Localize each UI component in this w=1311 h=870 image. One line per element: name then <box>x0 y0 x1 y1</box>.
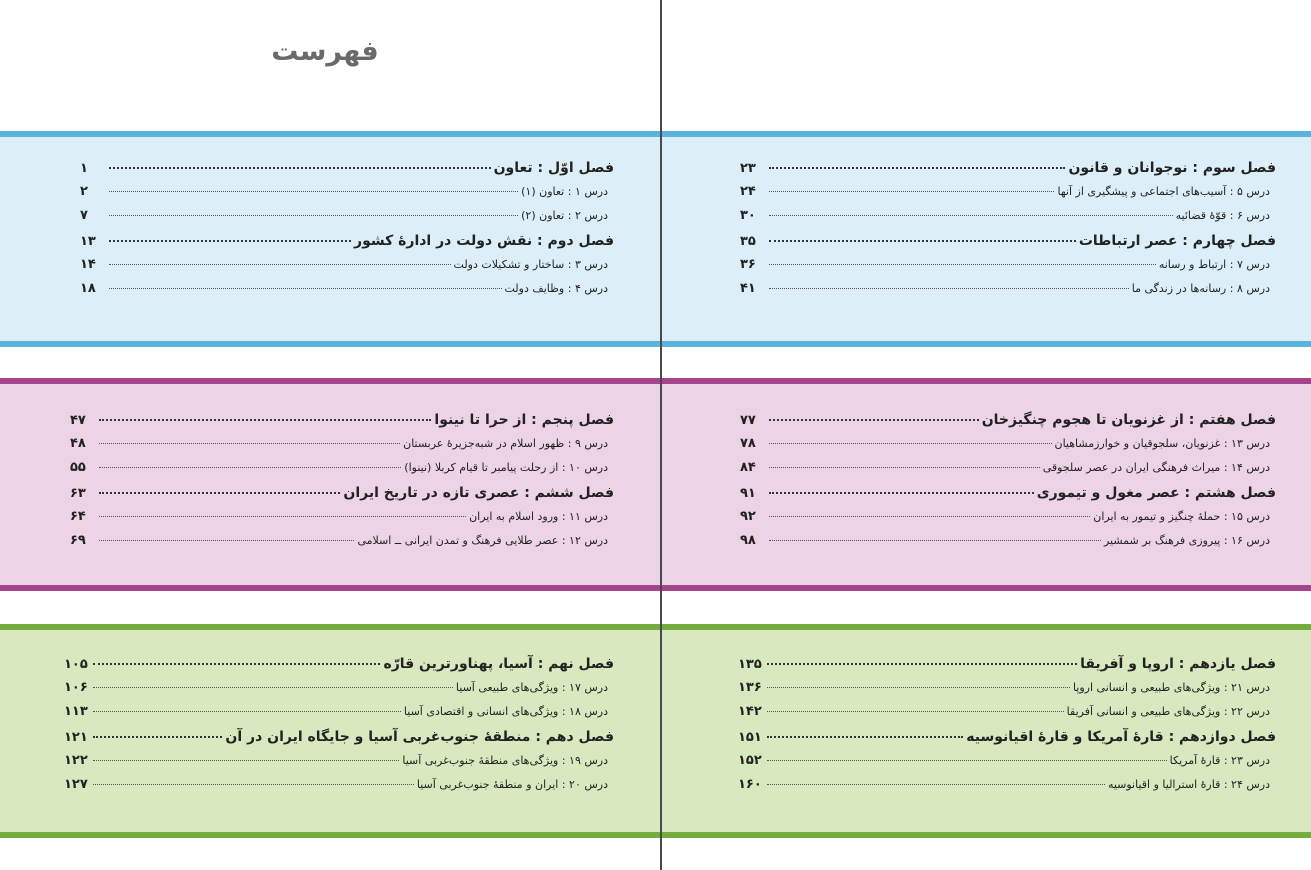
entry-page-number: ۱۳۶ <box>738 680 762 696</box>
entry-title: فصل دهم : منطقهٔ جنوب‌غربی آسیا و جایگاه ایران در آن <box>225 728 614 745</box>
entry-page-number: ۵۵ <box>70 460 86 476</box>
entry-title: درس ۲۴ : قارهٔ استرالیا و اقیانوسیه <box>1107 777 1270 791</box>
entry-page-number: ۶۴ <box>70 508 86 524</box>
entry-page-number: ۱۲۱ <box>64 729 88 745</box>
entry-page-number: ۹۲ <box>740 508 756 524</box>
entry-page-number: ۹۸ <box>740 532 756 548</box>
dot-leader <box>769 456 1040 468</box>
entry-page-number: ۱۸ <box>80 280 96 296</box>
entry-title: درس ۱۷ : ویژگی‌های طبیعی آسیا <box>455 681 608 695</box>
entry-title: فصل دوازدهم : قارهٔ آمریکا و قارهٔ اقیانوسیه <box>966 728 1276 745</box>
dot-leader <box>767 649 1077 665</box>
entry-title: فصل اوّل : تعاون <box>493 160 614 176</box>
dot-leader <box>769 153 1065 169</box>
entry-title: درس ۱۳ : غزنویان، سلجوقیان و خوارزمشاهیان <box>1054 437 1270 451</box>
toc-left-green <box>64 652 614 797</box>
entry-page-number: ۱۶۰ <box>738 776 762 792</box>
toc-chapter-entry <box>70 408 614 432</box>
entry-title: درس ۳ : ساختار و تشکیلات دولت <box>453 257 608 271</box>
dot-leader <box>767 749 1167 761</box>
toc-chapter-entry <box>740 229 1276 253</box>
entry-title: درس ۹ : ظهور اسلام در شبه‌جزیرهٔ عربستان <box>403 437 608 451</box>
dot-leader <box>767 773 1105 785</box>
dot-leader <box>109 277 502 289</box>
dot-leader <box>767 700 1064 712</box>
dot-leader <box>769 432 1052 444</box>
entry-page-number: ۱۵۲ <box>738 752 762 768</box>
toc-left-pink <box>70 408 614 553</box>
entry-title: درس ۲۰ : ایران و منطقهٔ جنوب‌غربی آسیا <box>416 777 608 791</box>
entry-page-number: ۱۳۵ <box>738 657 762 672</box>
entry-page-number: ۹۱ <box>740 485 756 501</box>
toc-lesson-entry <box>738 749 1276 773</box>
entry-page-number: ۱۴۲ <box>738 704 762 720</box>
pink-bottom-rule <box>0 585 1311 591</box>
entry-page-number: ۶۳ <box>70 485 86 501</box>
entry-title: فصل دوم : نقش دولت در ادارهٔ کشور <box>354 232 614 249</box>
toc-right-blue <box>740 156 1276 301</box>
entry-page-number: ۷ <box>80 208 88 224</box>
entry-title: درس ۶ : قوّهٔ قضائیه <box>1175 209 1270 223</box>
dot-leader <box>93 700 401 712</box>
dot-leader <box>109 153 491 169</box>
entry-page-number: ۱۰۶ <box>64 680 88 696</box>
toc-lesson-entry <box>80 253 614 277</box>
dot-leader <box>93 676 453 688</box>
toc-chapter-entry <box>64 725 614 749</box>
entry-title: درس ۱۴ : میراث فرهنگی ایران در عصر سلجوقی <box>1042 461 1270 475</box>
entry-page-number: ۴۷ <box>70 413 86 428</box>
toc-left-blue <box>80 156 614 301</box>
dot-leader <box>93 773 414 785</box>
entry-title: درس ۱۸ : ویژگی‌های انسانی و اقتصادی آسیا <box>403 705 608 719</box>
entry-page-number: ۱۳ <box>80 233 96 249</box>
dot-leader <box>99 505 466 517</box>
toc-lesson-entry <box>740 277 1276 301</box>
entry-title: درس ۱۵ : حملهٔ چنگیز و تیمور به ایران <box>1093 509 1270 523</box>
toc-lesson-entry <box>64 773 614 797</box>
entry-page-number: ۷۷ <box>740 413 756 428</box>
toc-chapter-entry <box>738 652 1276 676</box>
entry-title: درس ۱۰ : از رحلت پیامبر تا قیام کربلا (نینوا) <box>404 461 608 475</box>
entry-title: درس ۸ : رسانه‌ها در زندگی ما <box>1131 281 1270 295</box>
entry-title: فصل هفتم : از غزنویان تا هجوم چنگیزخان <box>981 412 1276 428</box>
dot-leader <box>93 649 380 665</box>
entry-title: درس ۵ : آسیب‌های اجتماعی و پیشگیری از آنها <box>1057 185 1270 199</box>
entry-title: درس ۱۶ : پیروزی فرهنگ بر شمشیر <box>1103 533 1270 547</box>
toc-right-green <box>738 652 1276 797</box>
dot-leader <box>767 676 1070 688</box>
dot-leader <box>93 722 222 738</box>
entry-page-number: ۲۴ <box>740 184 756 200</box>
entry-page-number: ۷۸ <box>740 436 756 452</box>
dot-leader <box>93 749 399 761</box>
entry-title: درس ۲۱ : ویژگی‌های طبیعی و انسانی اروپا <box>1072 681 1270 695</box>
entry-page-number: ۳۰ <box>740 208 756 224</box>
entry-page-number: ۱۰۵ <box>64 657 88 672</box>
entry-page-number: ۳۵ <box>740 233 756 249</box>
entry-title: فصل پنجم : از حرا تا نینوا <box>434 412 614 428</box>
page-title: فهرست <box>271 36 379 67</box>
toc-chapter-entry <box>80 156 614 180</box>
toc-lesson-entry <box>738 676 1276 700</box>
toc-chapter-entry <box>740 156 1276 180</box>
toc-lesson-entry <box>70 505 614 529</box>
dot-leader <box>99 432 400 444</box>
dot-leader <box>769 277 1129 289</box>
dot-leader <box>769 478 1034 494</box>
toc-chapter-entry <box>80 229 614 253</box>
toc-chapter-entry <box>64 652 614 676</box>
entry-page-number: ۱۲۲ <box>64 752 88 768</box>
toc-chapter-entry <box>740 408 1276 432</box>
entry-title: درس ۲ : تعاون (۲) <box>521 209 608 223</box>
entry-page-number: ۱ <box>80 161 88 176</box>
toc-lesson-entry <box>740 180 1276 204</box>
toc-lesson-entry <box>64 676 614 700</box>
entry-title: درس ۲۲ : ویژگی‌های طبیعی و انسانی آفریقا <box>1066 705 1270 719</box>
toc-lesson-entry <box>70 432 614 456</box>
dot-leader <box>769 505 1090 517</box>
entry-page-number: ۴۱ <box>740 280 756 296</box>
entry-page-number: ۱۴ <box>80 256 96 272</box>
dot-leader <box>769 405 979 421</box>
entry-title: فصل سوم : نوجوانان و قانون <box>1068 160 1276 176</box>
entry-page-number: ۱۲۷ <box>64 776 88 792</box>
toc-lesson-entry <box>740 432 1276 456</box>
dot-leader <box>767 722 963 738</box>
dot-leader <box>769 204 1173 216</box>
toc-chapter-entry <box>740 481 1276 505</box>
entry-page-number: ۶۹ <box>70 532 86 548</box>
entry-page-number: ۱۱۳ <box>64 704 88 720</box>
entry-title: درس ۱۹ : ویژگی‌های منطقهٔ جنوب‌غربی آسیا <box>402 753 608 767</box>
toc-lesson-entry <box>80 277 614 301</box>
dot-leader <box>109 204 518 216</box>
entry-page-number: ۱۵۱ <box>738 729 762 745</box>
dot-leader <box>769 180 1054 192</box>
entry-page-number: ۲ <box>80 184 88 200</box>
toc-chapter-entry <box>70 481 614 505</box>
entry-title: درس ۷ : ارتباط و رسانه <box>1158 257 1270 271</box>
dot-leader <box>109 253 451 265</box>
dot-leader <box>99 456 401 468</box>
entry-title: فصل هشتم : عصر مغول و تیموری <box>1036 484 1276 501</box>
toc-lesson-entry <box>740 253 1276 277</box>
toc-lesson-entry <box>80 180 614 204</box>
toc-chapter-entry <box>738 725 1276 749</box>
toc-lesson-entry <box>740 505 1276 529</box>
dot-leader <box>109 180 518 192</box>
entry-title: فصل ششم : عصری تازه در تاریخ ایران <box>343 484 614 501</box>
dot-leader <box>769 226 1076 242</box>
green-bottom-rule <box>0 832 1311 838</box>
entry-page-number: ۸۴ <box>740 460 756 476</box>
toc-right-pink <box>740 408 1276 553</box>
entry-title: فصل نهم : آسیا، پهناورترین قارّه <box>383 656 614 672</box>
entry-title: درس ۱۱ : ورود اسلام به ایران <box>469 509 608 523</box>
entry-title: فصل چهارم : عصر ارتباطات <box>1078 232 1276 249</box>
toc-lesson-entry <box>70 529 614 553</box>
dot-leader <box>99 529 354 541</box>
toc-lesson-entry <box>740 529 1276 553</box>
dot-leader <box>99 478 340 494</box>
entry-page-number: ۴۸ <box>70 436 86 452</box>
toc-lesson-entry <box>738 773 1276 797</box>
entry-page-number: ۳۶ <box>740 256 756 272</box>
book-spine <box>660 0 662 870</box>
dot-leader <box>109 226 351 242</box>
entry-page-number: ۲۳ <box>740 161 756 176</box>
blue-bottom-rule <box>0 341 1311 347</box>
entry-title: درس ۴ : وظایف دولت <box>504 281 608 295</box>
entry-title: فصل یازدهم : اروپا و آفریقا <box>1080 656 1276 672</box>
entry-title: درس ۲۳ : قارهٔ آمریکا <box>1169 753 1270 767</box>
entry-title: درس ۱ : تعاون (۱) <box>521 185 608 199</box>
toc-lesson-entry <box>64 749 614 773</box>
dot-leader <box>769 529 1101 541</box>
dot-leader <box>99 405 431 421</box>
dot-leader <box>769 253 1156 265</box>
entry-title: درس ۱۲ : عصر طلایی فرهنگ و تمدن ایرانی ــ اسلامی <box>357 533 608 547</box>
